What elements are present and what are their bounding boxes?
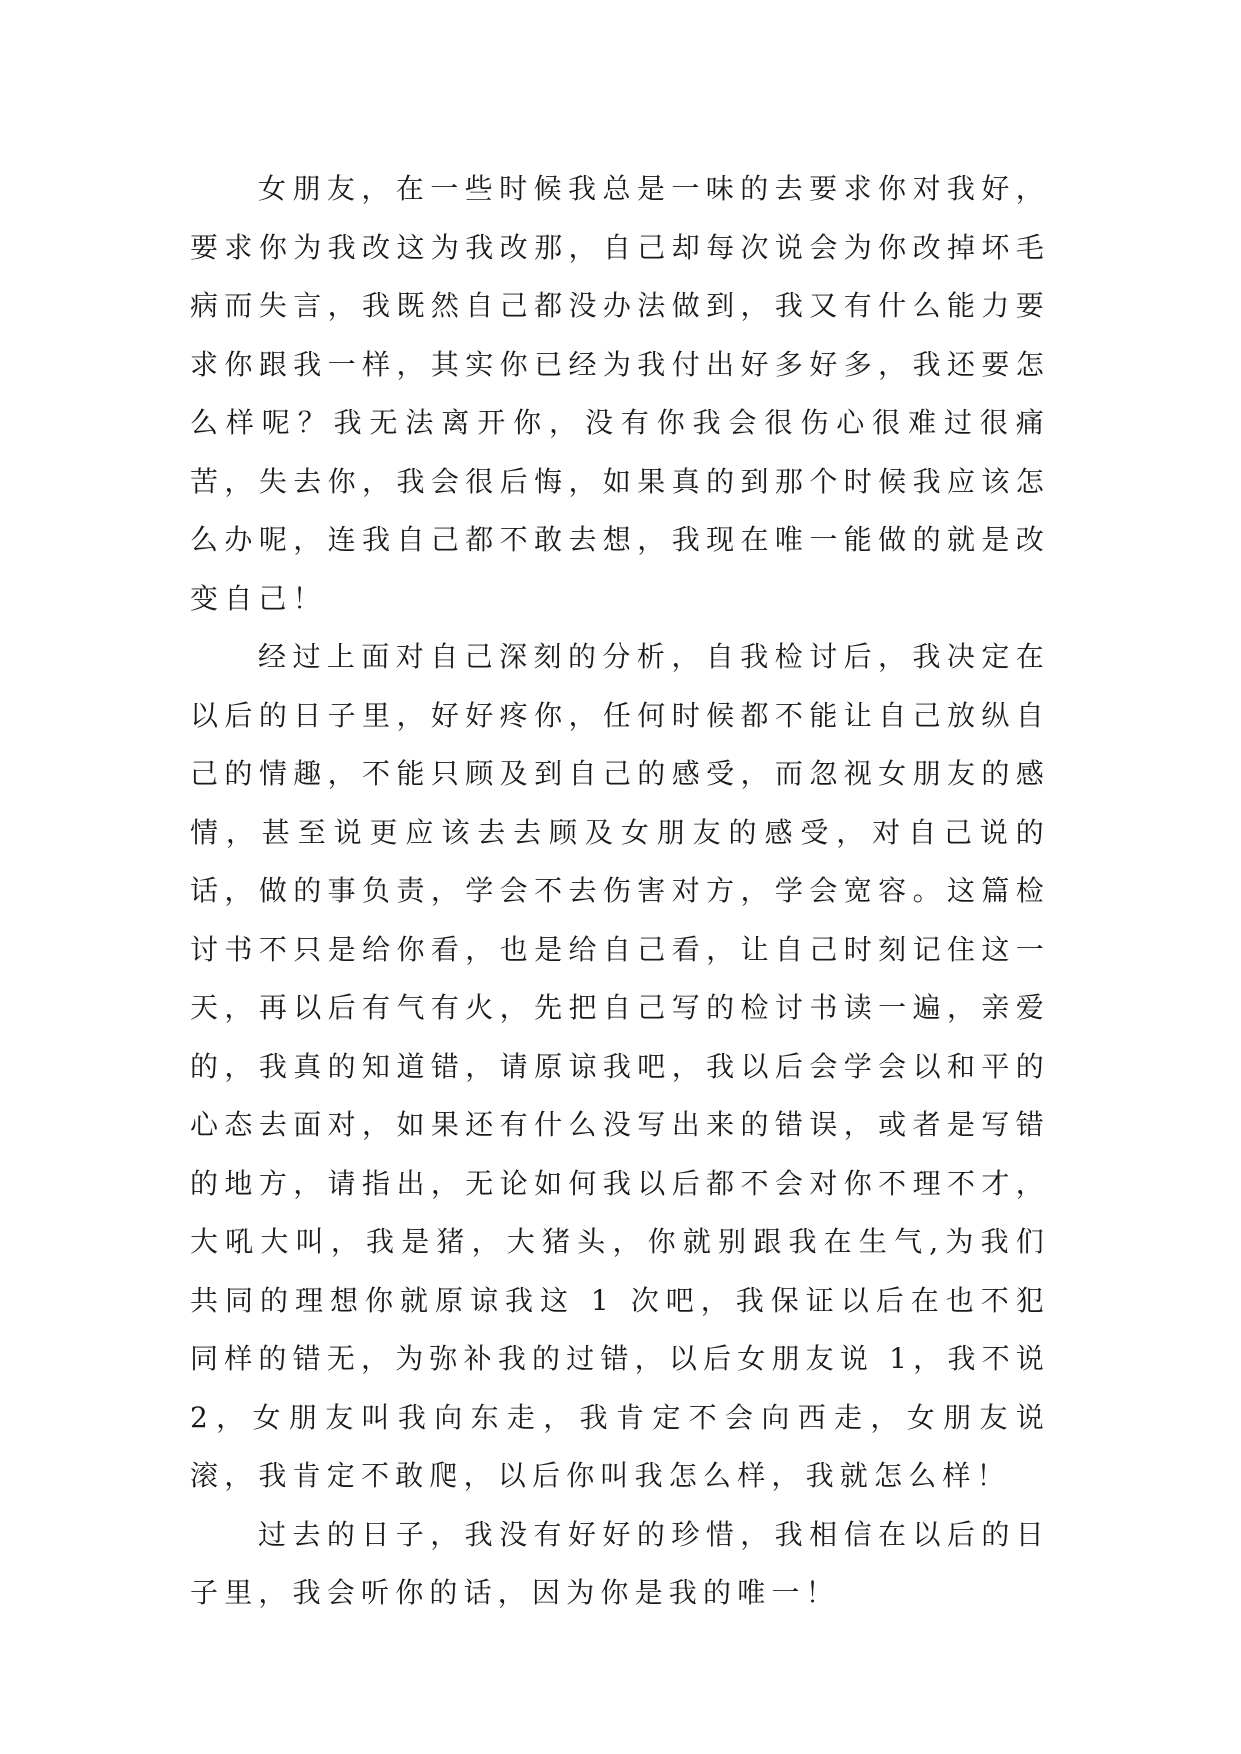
document-body [190,160,1050,1623]
paragraph-3: 过去的日子，我没有好好的珍惜，我相信在以后的日子里，我会听你的话，因为你是我的唯一！ [190,1517,1050,1609]
paragraph-1: 女朋友，在一些时候我总是一味的去要求你对我好，要求你为我改这为我改那，自己却每次说会为你改掉坏毛病而失言，我既然自己都没办法做到，我又有什么能力要求你跟我一样，其实你已经为我付出好多好多，我还要怎么样呢？我无法离开你，没有你我会很伤心很难过很痛苦，失去你，我会很后悔，如果真的到那个时候我应该怎么办呢，连我自己都不敢去想，我现在唯一能做的就是改变自己！ [190,172,1050,615]
paragraph-2: 经过上面对自己深刻的分析，自我检讨后，我决定在以后的日子里，好好疼你，任何时候都不能让自己放纵自己的情趣，不能只顾及到自己的感受，而忽视女朋友的感情，甚至说更应该去去顾及女朋友的感受，对自己说的话，做的事负责，学会不去伤害对方，学会宽容。这篇检讨书不只是给你看，也是给自己看，让自己时刻记住这一天，再以后有气有火，先把自己写的检讨书读一遍，亲爱的，我真的知道错，请原谅我吧，我以后会学会以和平的心态去面对，如果还有什么没写出来的错误，或者是写错的地方，请指出，无论如何我以后都不会对你不理不才，大吼大叫，我是猪，大猪头，你就别跟我在生气,为我们共同的理想你就原谅我这 1 次吧，我保证以后在也不犯同样的错无，为弥补我的过错，以后女朋友说 1，我不说 2，女朋友叫我向东走，我肯定不会向西走，女朋友说滚，我肯定不敢爬，以后你叫我怎么样，我就怎么样！ [190,640,1050,1492]
